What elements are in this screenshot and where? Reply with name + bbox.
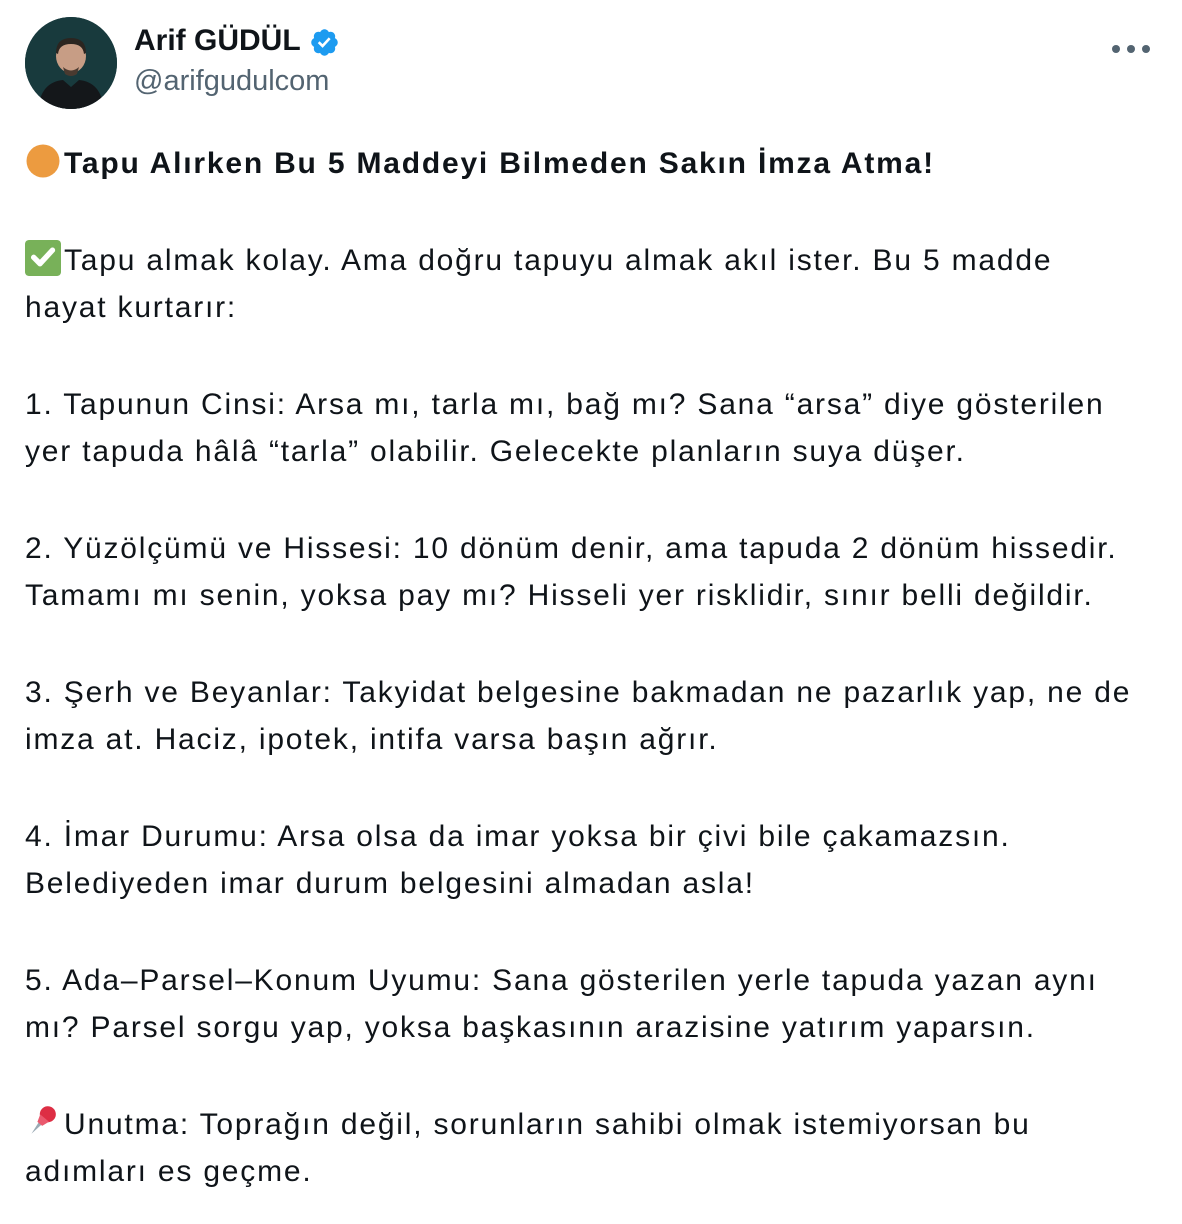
- avatar[interactable]: [25, 17, 117, 109]
- tweet-text: [25, 140, 1156, 1195]
- tweet-item-4: 4. İmar Durumu: Arsa olsa da imar yoksa bir çivi bile çakamazsın. Belediyeden imar durum belgesini almadan asla!: [25, 820, 1011, 900]
- author-name[interactable]: Arif GÜDÜL: [134, 24, 301, 57]
- check-mark-icon: [25, 240, 61, 276]
- pushpin-icon: [25, 1104, 61, 1140]
- author-name-row[interactable]: [134, 22, 340, 60]
- ellipsis-icon: [1112, 45, 1120, 53]
- more-button[interactable]: [1106, 35, 1156, 63]
- orange-circle-icon: [25, 143, 61, 179]
- tweet-item-3: 3. Şerh ve Beyanlar: Takyidat belgesine bakmadan ne pazarlık yap, ne de imza at. Haciz, ipotek, intifa varsa başın ağrır.: [25, 676, 1132, 756]
- tweet-item-1: 1. Tapunun Cinsi: Arsa mı, tarla mı, bağ mı? Sana “arsa” diye gösterilen yer tapuda hâlâ “tarla” olabilir. Gelecekte planların suya düşer.: [25, 388, 1105, 468]
- tweet-intro: Tapu almak kolay. Ama doğru tapuyu almak akıl ister. Bu 5 madde hayat kurtarır:: [25, 237, 1156, 331]
- profile-photo-avatar: [25, 17, 117, 109]
- verified-badge-icon: [309, 27, 340, 58]
- tweet-outro: Unutma: Toprağın değil, sorunların sahibi olmak istemiyorsan bu adımları es geçme.: [25, 1101, 1156, 1195]
- author-handle[interactable]: @arifgudulcom: [134, 65, 330, 97]
- tweet-header: [25, 17, 1156, 109]
- tweet-headline: Tapu Alırken Bu 5 Maddeyi Bilmeden Sakın İmza Atma!: [25, 140, 1156, 187]
- tweet-item-2: 2. Yüzölçümü ve Hissesi: 10 dönüm denir, ama tapuda 2 dönüm hissedir. Tamamı mı senin, yoksa pay mı? Hisseli yer risklidir, sınır belli değildir.: [25, 532, 1118, 612]
- author-info: [134, 17, 340, 99]
- tweet-item-5: 5. Ada–Parsel–Konum Uyumu: Sana gösterilen yerle tapuda yazan aynı mı? Parsel sorgu yap, yoksa başkasının arazisine yatırım yaparsın.: [25, 964, 1098, 1044]
